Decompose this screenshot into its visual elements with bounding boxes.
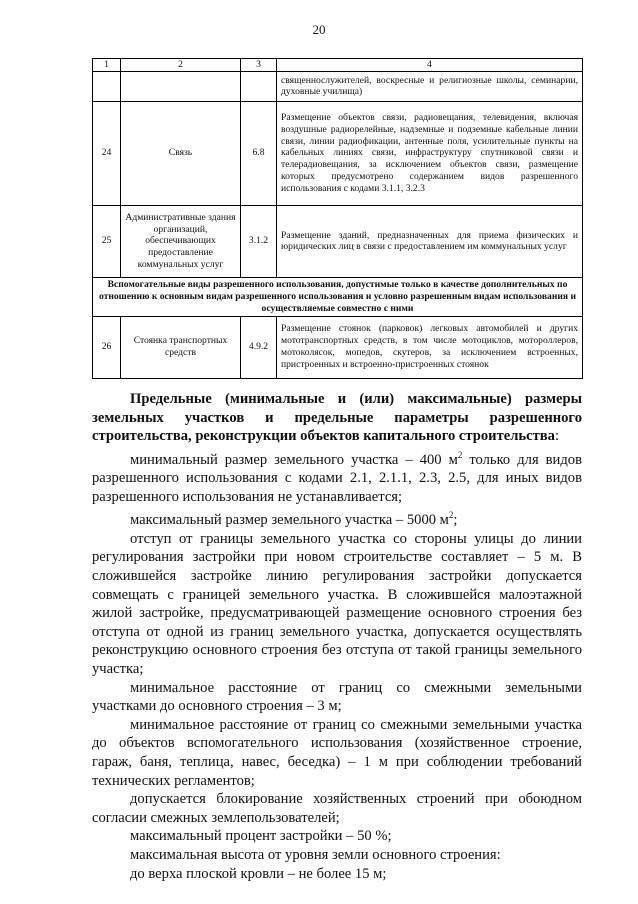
row-name <box>121 71 241 101</box>
row-name: Административные здания организаций, обеспечивающих предоставление коммунальных услуг <box>121 205 241 277</box>
row-code: 3.1.2 <box>241 205 277 277</box>
paragraph-max-height: максимальная высота от уровня земли основного строения: <box>130 846 501 863</box>
header-cell: 1 <box>93 59 121 72</box>
row-number <box>93 71 121 101</box>
row-code: 6.8 <box>241 101 277 205</box>
row-description: священнослужителей, воскресные и религиозные школы, семинарии, духовные училища) <box>277 71 583 101</box>
p1-text: минимальный размер земельного участка – 400 м <box>130 451 458 468</box>
section-title: Вспомогательные виды разрешенного использования, допустимые только в качестве дополнительных по отношению к основным видам разрешенного использования и условно разрешенным видам использования и осуществляемые совместно с ними <box>93 277 583 316</box>
table-header-row <box>93 59 583 72</box>
table-row <box>93 71 583 101</box>
row-number: 25 <box>93 205 121 277</box>
paragraph-max-coverage: максимальный процент застройки – 50 %; <box>130 828 392 845</box>
paragraph-min-plot-size <box>92 446 582 507</box>
row-code: 4.9.2 <box>241 316 277 378</box>
row-number: 26 <box>93 316 121 378</box>
heading-colon: : <box>554 428 560 445</box>
row-description: Размещение объектов связи, радиовещания, телевидения, включая воздушные радиорелейные, надземные и подземные кабельные линии связи, линии радиофикации, антенные поля, усилительные пункты на кабельных линиях связи, инфраструктуру спутниковой связи и телерадиовещания, за исключением объектов связи, размещение которых предусмотрено содержанием видов разрешенного использования с кодами 3.1.1, 3.2.3 <box>277 101 583 205</box>
section-row <box>93 277 583 316</box>
row-number: 24 <box>93 101 121 205</box>
body-text <box>92 390 582 883</box>
p2-text: максимальный размер земельного участка – 5000 м <box>130 512 449 529</box>
paragraph-main-building-distance: минимальное расстояние от границ со смежными земельными участками до основного строения – 3 м; <box>92 679 582 715</box>
paragraph-auxiliary-distance: минимальное расстояние от границ со смежными земельными участка до объектов вспомогательного использования (хозяйственное строение, гараж, баня, теплица, навес, беседка) – 1 м при соблюдении требований технических регламентов; <box>92 716 582 789</box>
paragraph-street-setback: отступ от границы земельного участка со стороны улицы до линии регулирования застройки при новом строительстве составляет – 5 м. В сложившейся застройке линию регулирования застройки допускается совмещать с границей земельного участка. В сложившейся малоэтажной жилой застройке, предусматривающей размещение основного строения без отступа от одной из границ земельного участка, допускается осуществлять реконструкцию основного строения без отступа от такой границы земельного участка; <box>92 530 582 678</box>
paragraph-blocking: допускается блокирование хозяйственных строений при обоюдном согласии смежных землепользователей; <box>92 791 582 826</box>
row-name: Стоянка транспортных средств <box>121 316 241 378</box>
section-heading <box>92 390 582 446</box>
paragraph-max-plot-size <box>92 506 582 529</box>
p1-superscript: 2 <box>457 449 463 460</box>
table-row <box>93 316 583 378</box>
row-description: Размещение стоянок (парковок) легковых автомобилей и других мототранспортных средств, в том числе мотоциклов, мотороллеров, мотоколясок, мопедов, скутеров, за исключением встроенных, пристроенных и встроенно-пристроенных стоянок <box>277 316 583 378</box>
row-code <box>241 71 277 101</box>
header-cell: 2 <box>121 59 241 72</box>
table-row <box>93 101 583 205</box>
table-row <box>93 205 583 277</box>
land-use-table <box>92 58 583 379</box>
row-name: Связь <box>121 101 241 205</box>
header-cell: 3 <box>241 59 277 72</box>
p1-text-end: только для видов разрешенного использования с кодами 2.1, 2.1.1, 2.3, 2.5, для иных видов разрешенного использования не устанавливается; <box>92 451 582 505</box>
p2-text-end: ; <box>453 512 458 529</box>
header-cell: 4 <box>277 59 583 72</box>
heading-text: Предельные (минимальные и (или) максимальные) размеры земельных участков и предельные параметры разрешенного строительства, реконструкции объектов капитального строительства <box>92 391 582 445</box>
row-description: Размещение зданий, предназначенных для приема физических и юридических лиц в связи с предоставлением им коммунальных услуг <box>277 205 583 277</box>
p2-superscript: 2 <box>448 510 454 521</box>
page-number: 20 <box>312 22 326 37</box>
paragraph-flat-roof: до верха плоской кровли – не более 15 м; <box>130 865 387 882</box>
